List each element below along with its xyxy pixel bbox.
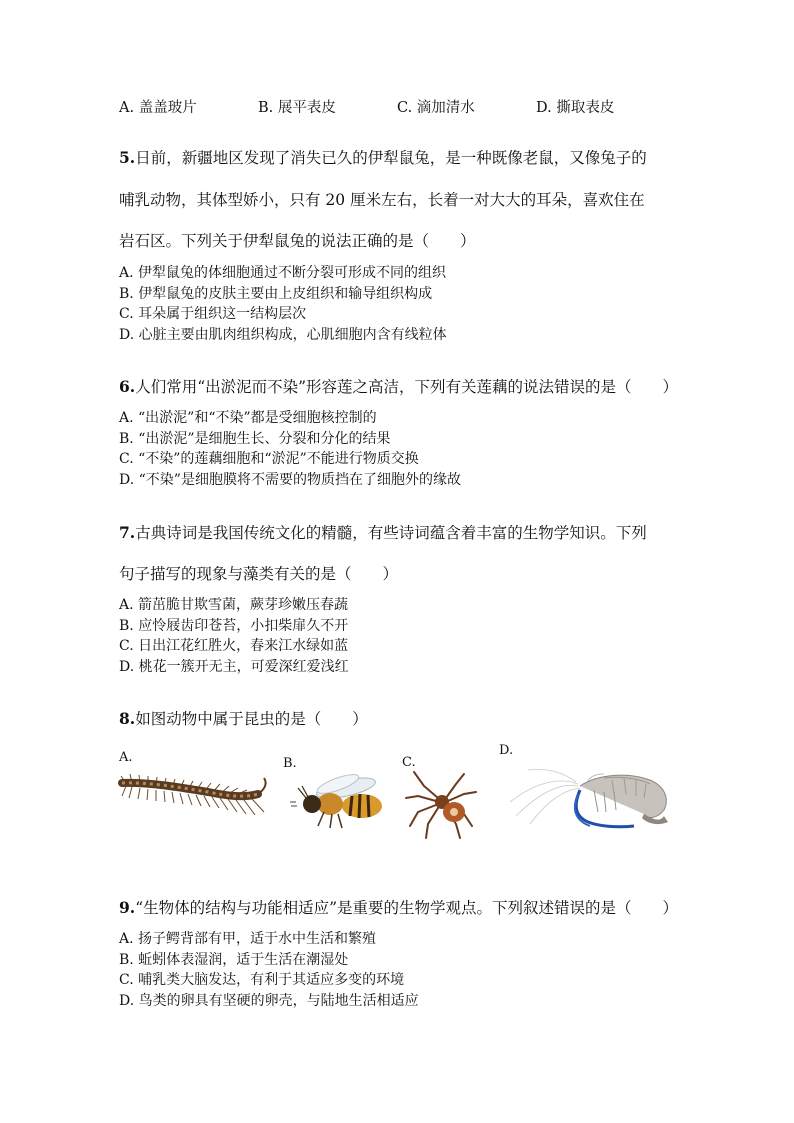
q7-option-c: C. 日出江花红胜火，春来江水绿如蓝	[119, 638, 349, 654]
q7-stem-line-1	[119, 523, 647, 543]
q6-option-d: D. “不染”是细胞膜将不需要的物质挡在了细胞外的缘故	[119, 472, 461, 488]
q5-stem-line-1	[119, 148, 647, 168]
q6-stem-line-1	[119, 377, 678, 397]
q9-number: 9.	[119, 898, 136, 917]
q9-option-d: D. 鸟类的卵具有坚硬的卵壳，与陆地生活相适应	[119, 993, 419, 1009]
q5-stem-line-3: 岩石区。下列关于伊犁鼠兔的说法正确的是（ ）	[119, 232, 476, 250]
q5-option-d: D. 心脏主要由肌肉组织构成，心肌细胞内含有线粒体	[119, 327, 447, 343]
bee-image	[286, 772, 386, 832]
q9-stem-text-1: “生物体的结构与功能相适应”是重要的生物学观点。下列叙述错误的是（ ）	[135, 899, 679, 917]
q7-option-d: D. 桃花一簇开无主，可爱深红爱浅红	[119, 659, 349, 675]
q5-option-c: C. 耳朵属于组织这一结构层次	[119, 306, 307, 322]
q6-stem-text-1: 人们常用“出淤泥而不染”形容莲之高洁，下列有关莲藕的说法错误的是（ ）	[135, 378, 679, 396]
q7-option-a: A. 箭茁脆甘欺雪菌，蕨芽珍嫩压春蔬	[119, 597, 349, 613]
q5-option-b: B. 伊犁鼠兔的皮肤主要由上皮组织和输导组织构成	[119, 286, 433, 302]
q5-option-a: A. 伊犁鼠兔的体细胞通过不断分裂可形成不同的组织	[119, 265, 447, 281]
q4-option-d: D. 撕取表皮	[536, 100, 615, 116]
q4-option-a: A. 盖盖玻片	[119, 100, 197, 116]
q7-stem-text-1: 古典诗词是我国传统文化的精髓，有些诗词蕴含着丰富的生物学知识。下列	[135, 524, 647, 542]
q4-option-b: B. 展平表皮	[258, 100, 336, 116]
q9-option-c: C. 哺乳类大脑发达，有利于其适应多变的环境	[119, 972, 405, 988]
centipede-image	[118, 768, 270, 828]
q9-option-a: A. 扬子鳄背部有甲，适于水中生活和繁殖	[119, 931, 377, 947]
q9-option-b: B. 蚯蚓体表湿润，适于生活在潮湿处	[119, 952, 349, 968]
shrimp-image	[508, 764, 674, 830]
q7-stem-line-2: 句子描写的现象与藻类有关的是（ ）	[119, 565, 399, 583]
q8-stem-line-1	[119, 709, 368, 729]
q8-stem-text-1: 如图动物中属于昆虫的是（ ）	[135, 710, 368, 728]
q7-option-b: B. 应怜屐齿印苍苔，小扣柴扉久不开	[119, 618, 349, 634]
q5-number: 5.	[119, 148, 136, 167]
q6-option-a: A. “出淤泥”和“不染”都是受细胞核控制的	[119, 410, 377, 426]
q6-number: 6.	[119, 377, 136, 396]
q5-stem-text-1: 日前，新疆地区发现了消失已久的伊犁鼠兔，是一种既像老鼠，又像兔子的	[135, 149, 647, 167]
q8-label-d: D.	[499, 743, 514, 758]
q8-number: 8.	[119, 709, 136, 728]
q7-number: 7.	[119, 523, 136, 542]
q6-option-b: B. “出淤泥”是细胞生长、分裂和分化的结果	[119, 431, 391, 447]
q8-label-b: B.	[283, 756, 297, 771]
q5-stem-line-2: 哺乳动物，其体型娇小，只有 20 厘米左右，长着一对大大的耳朵，喜欢住在	[119, 191, 645, 209]
q6-option-c: C. “不染”的莲藕细胞和“淤泥”不能进行物质交换	[119, 451, 419, 467]
q4-option-c: C. 滴加清水	[397, 100, 475, 116]
q8-label-a: A.	[119, 750, 133, 765]
q8-label-c: C.	[402, 755, 416, 770]
spider-image	[404, 768, 478, 840]
q9-stem-line-1	[119, 898, 678, 918]
